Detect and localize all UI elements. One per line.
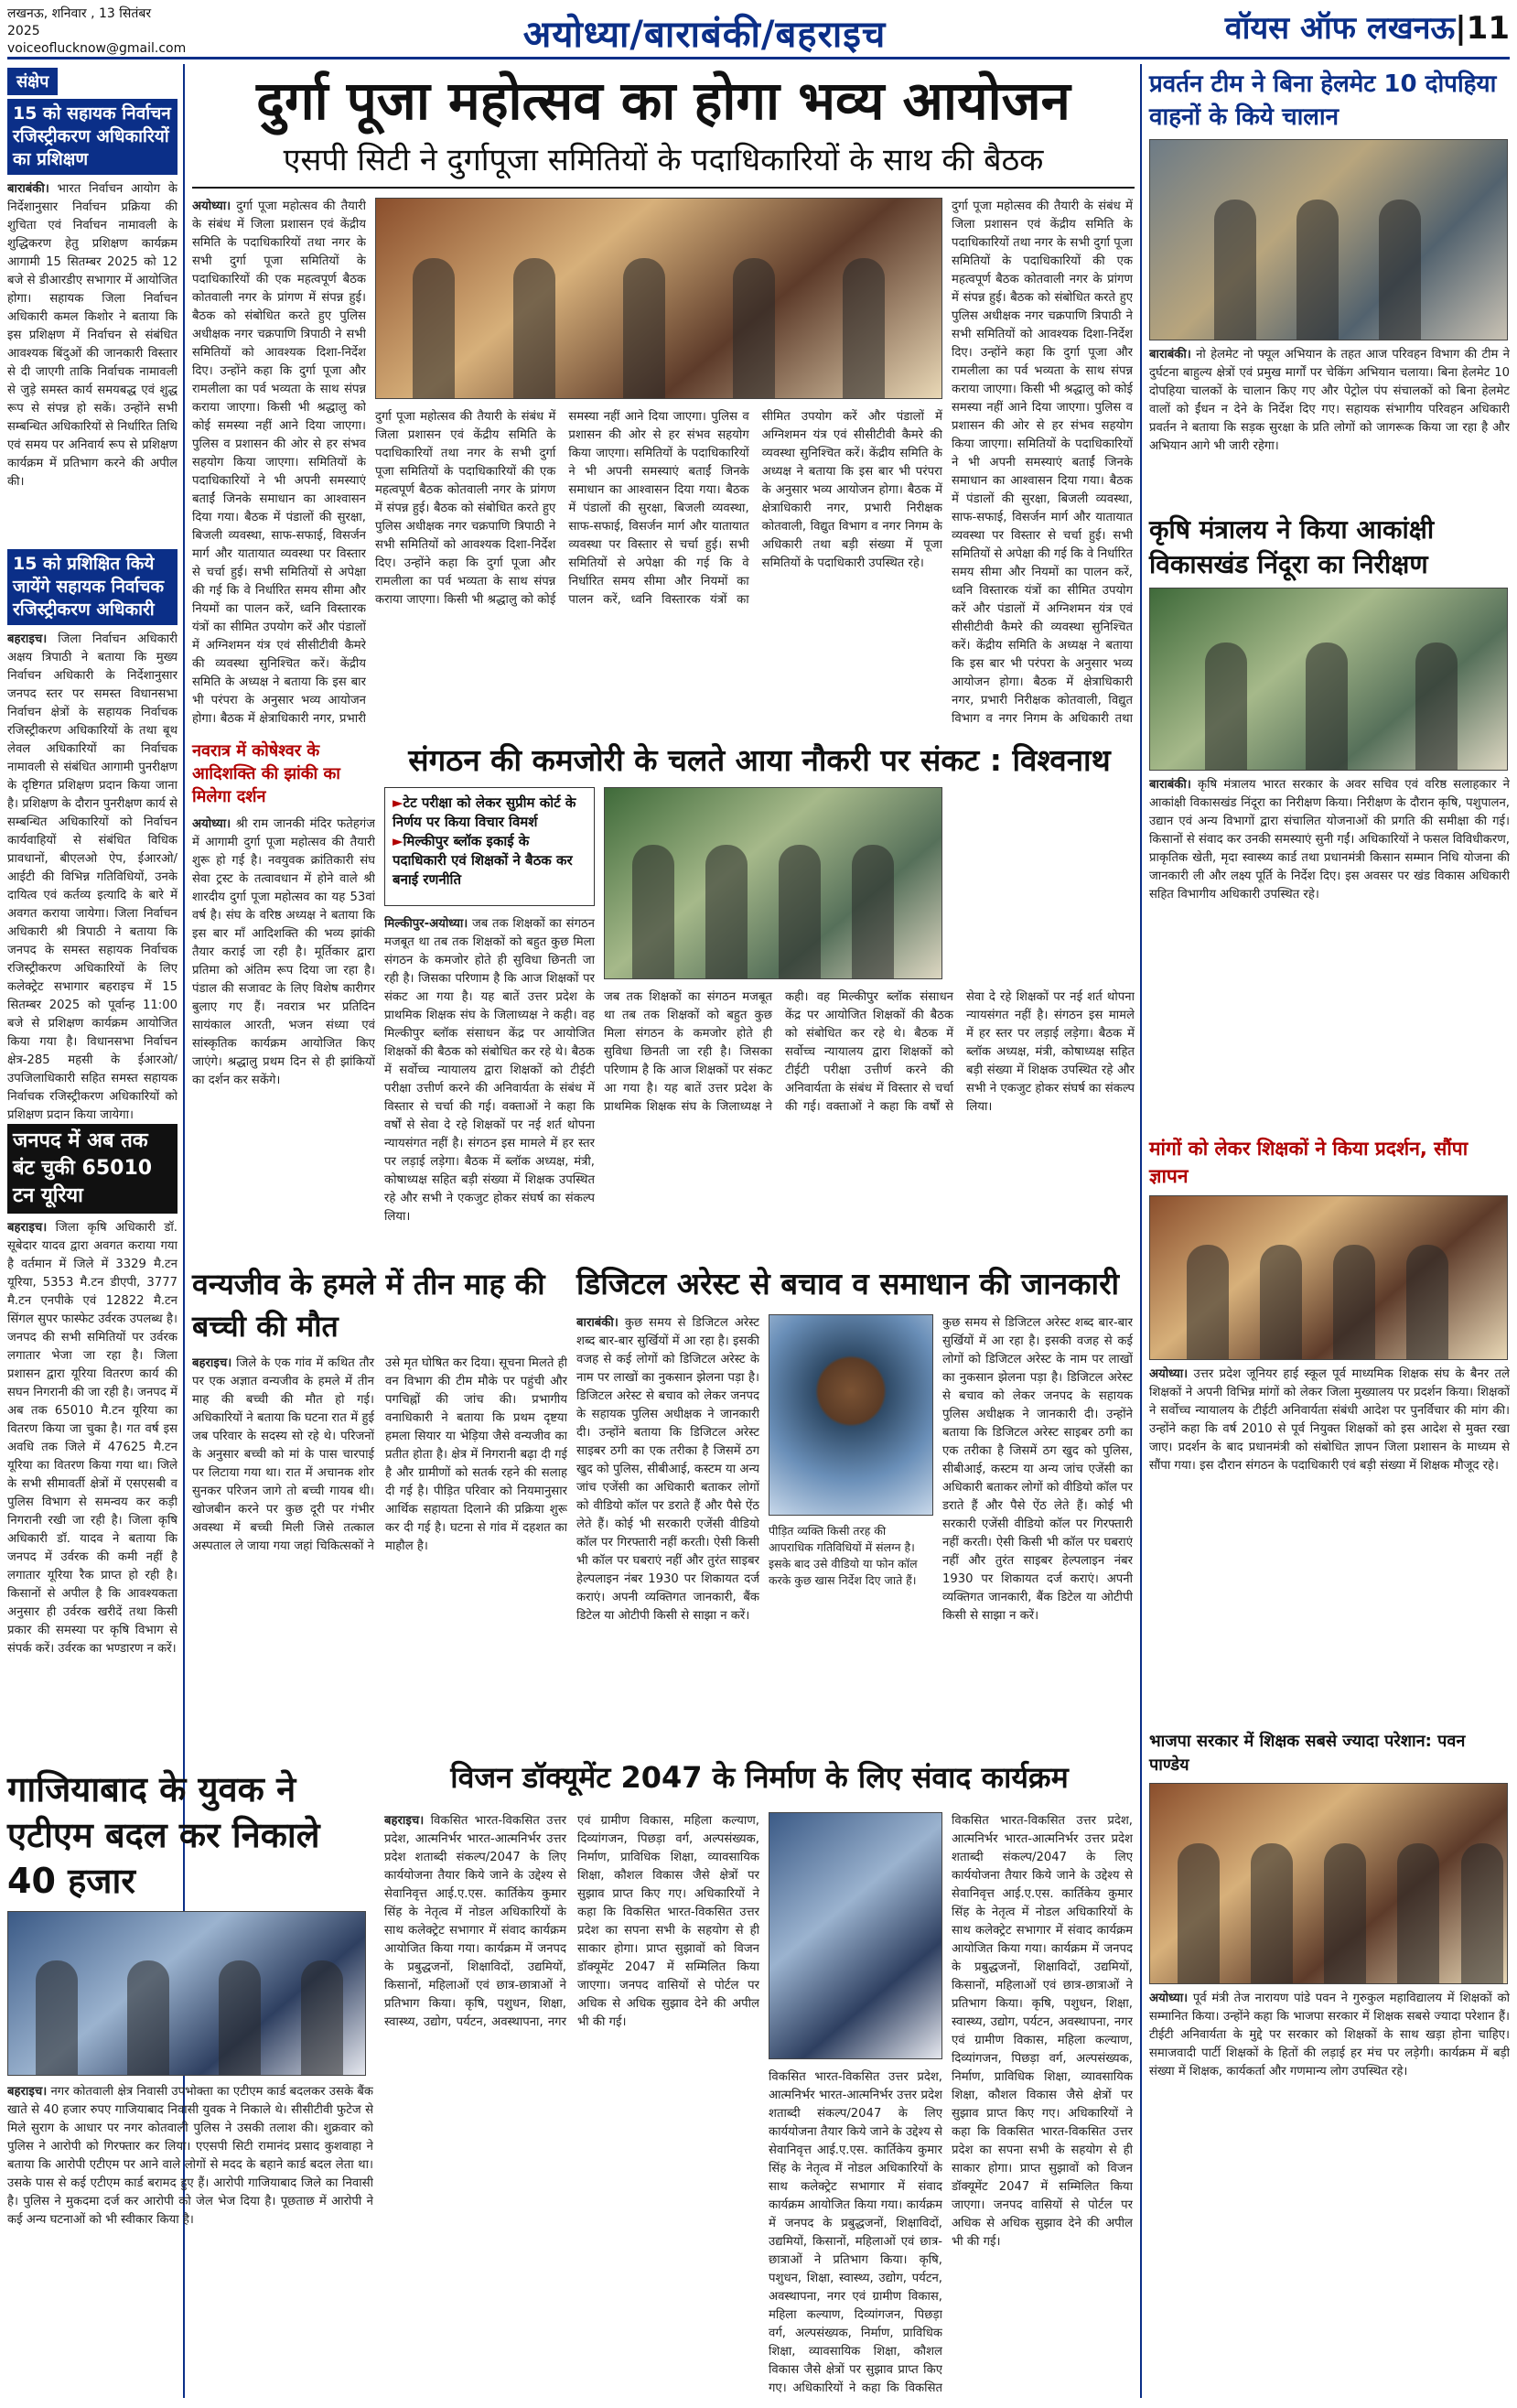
agri-text: कृषि मंत्रालय भारत सरकार के अवर सचिव एवं वरिष्ठ सलाहकार ने आकांक्षी विकासखंड निंदूरा का निरीक्षण किया। निरीक्षण के दौरान कृषि, पशुपालन, उद्यान एवं अन्य विभागों द्वारा संचालित योजनाओं की प्रगति की समीक्षा की गई। किसानों से संवाद कर उनकी समस्याएं सुनी गईं। अधिकारियों ने फसल विविधीकरण, प्राकृतिक खेती, मृदा स्वास्थ्य कार्ड तथा प्रधानमंत्री किसान सम्मान निधि योजना की जानकारी ली और लक्ष्य पूर्ति के निर्देश दिए। इस अवसर पर खंड विकास अधिकारी सहित विभागीय अधिकारी उपस्थित रहे। (1149, 778, 1510, 902)
helmet-body (1149, 346, 1510, 520)
lead-subhead: एसपी सिटी ने दुर्गापूजा समितियों के पदाधिकारियों के साथ की बैठक (283, 142, 1044, 178)
protest-dateline: अयोध्या। (1149, 1367, 1189, 1381)
helmet-photo (1149, 139, 1508, 340)
atm-dateline: बहराइच। (7, 2085, 48, 2099)
brief-text: जिला निर्वाचन अधिकारी अक्षय त्रिपाठी ने बताया कि मुख्य निर्वाचन अधिकारी के निर्देशानुसार जनपद स्तर पर समस्त विधानसभा निर्वाचन क्षेत्रों के सहायक निर्वाचक रजिस्ट्रीकरण अधिकारियों के तथा बूथ लेवल अधिकारियों का निर्वाचक नामावली से संबंधित आगामी पुनरीक्षण के दृष्टिगत प्रशिक्षण प्रदान किया जाना है। प्रशिक्षण के दौरान पुनरीक्षण कार्य से सम्बन्धित अधिकारियों को निर्वाचन कार्यवाहियों से संबंधित विधिक प्रावधानों, बीएलओ ऐप, ईआरओ/आईटी की विभिन्न गतिविधियों, उनके दायित्व एवं कर्तव्य इत्यादि के बारे में अवगत कराया जायेगा। जिला निर्वाचन अधिकारी श्री त्रिपाठी ने बताया कि जनपद के समस्त सहायक निर्वाचक रजिस्ट्रीकरण अधिकारियों के लिए कलेक्ट्रेट सभागार बहराइच में 15 सितम्बर 2025 को पूर्वान्ह 11:00 बजे से प्रशिक्षण कार्यक्रम आयोजित किया गया है। विधानसभा निर्वाचन क्षेत्र-285 महसी के ईआरओ/उपजिलाधिकारी सहित समस्त सहायक निर्वाचक रजिस्ट्रीकरण अधिकारियों को प्रशिक्षण प्रदान किया जायेगा। (7, 632, 178, 1122)
wildlife-headline: वन्यजीव के हमले में तीन माह की बच्ची की मौत (192, 1267, 545, 1344)
digital-dateline: बाराबंकी। (576, 1316, 619, 1330)
email-link[interactable]: voiceoflucknow@gmail.com (7, 41, 187, 56)
brief-dateline: बहराइच। (7, 1221, 48, 1235)
digital-text: कुछ समय से डिजिटल अरेस्ट शब्द बार-बार सुर्खियों में आ रहा है। इसकी वजह से कई लोगों को डिजिटल अरेस्ट के नाम पर लाखों का नुकसान झेलना पड़ा है। डिजिटल अरेस्ट से बचाव को लेकर जनपद के सहायक पुलिस अधीक्षक ने जानकारी दी। उन्होंने बताया कि डिजिटल अरेस्ट साइबर ठगी का एक तरीका है जिसमें ठग खुद को पुलिस, सीबीआई, कस्टम या अन्य जांच एजेंसी का अधिकारी बताकर लोगों को वीडियो कॉल पर डराते हैं और पैसे ऐंठ लेते हैं। कोई भी सरकारी एजेंसी वीडियो कॉल पर गिरफ्तारी नहीं करती। ऐसी किसी भी कॉल पर घबराएं नहीं और तुरंत साइबर हेल्पलाइन नंबर 1930 पर शिकायत दर्ज कराएं। अपनी व्यक्तिगत जानकारी, बैंक डिटेल या ओटीपी किसी से साझा न करें। (576, 1316, 759, 1623)
bjp-headline: भाजपा सरकार में शिक्षक सबसे ज्यादा परेशान: पवन पाण्डेय (1149, 1732, 1466, 1775)
teachers-text: जब तक शिक्षकों का संगठन मजबूत था तब तक शिक्षकों को बहुत कुछ मिला संगठन के कमजोर होते ही सुविधा छिनती जा रही है। जिसका परिणाम है कि आज शिक्षकों पर संकट आ गया है। यह बातें उत्तर प्रदेश के प्राथमिक शिक्षक संघ के जिलाध्यक्ष ने कही। वह मिल्कीपुर ब्लॉक संसाधन केंद्र पर आयोजित शिक्षकों की बैठक को संबोधित कर रहे थे। बैठक में सर्वोच्च न्यायालय द्वारा शिक्षकों को टीईटी परीक्षा उत्तीर्ण करने की अनिवार्यता के संबंध में विस्तार से चर्चा की गई। वक्ताओं ने कहा कि वर्षों से सेवा दे रहे शिक्षकों पर नई शर्त थोपना न्यायसंगत नहीं है। संगठन इस मामले में हर स्तर पर लड़ाई लड़ेगा। बैठक में ब्लॉक अध्यक्ष, मंत्री, कोषाध्यक्ष सहित बड़ी संख्या में शिक्षक उपस्थित रहे और सभी ने एकजुट होकर संघर्ष का संकल्प लिया। (384, 917, 595, 1224)
helmet-dateline: बाराबंकी। (1149, 348, 1191, 362)
brief-headline: जनपद में अब तक बंट चुकी 65010 टन यूरिया (7, 1124, 178, 1214)
protest-text: उत्तर प्रदेश जूनियर हाई स्कूल पूर्व माध्यमिक शिक्षक संघ के बैनर तले शिक्षकों ने अपनी विभिन्न मांगों को लेकर जिला मुख्यालय पर प्रदर्शन किया। शिक्षकों ने सर्वोच्च न्यायालय के टीईटी अनिवार्यता संबंधी आदेश पर पुनर्विचार की मांग की। उन्होंने कहा कि वर्ष 2010 से पूर्व नियुक्त शिक्षकों को इस आदेश से मुक्त रखा जाए। प्रदर्शन के बाद प्रधानमंत्री को संबोधित ज्ञापन जिला प्रशासन के माध्यम से सौंपा गया। इस दौरान संगठन के पदाधिकारी एवं बड़ी संख्या में शिक्षक मौजूद रहे। (1149, 1367, 1510, 1473)
brief-story-2 (7, 549, 178, 1143)
bjp-text: पूर्व मंत्री तेज नारायण पांडे पवन ने गुरुकुल महाविद्यालय में शिक्षकों को सम्मानित किया। उन्होंने कहा कि भाजपा सरकार में शिक्षक सबसे ज्यादा परेशान हैं। टीईटी अनिवार्यता के मुद्दे पर सरकार को शिक्षकों के साथ खड़ा होना चाहिए। समाजवादी पार्टी शिक्षकों के हितों की लड़ाई हर मंच पर लड़ेगी। कार्यक्रम में बड़ी संख्या में शिक्षक, कार्यकर्ता और गणमान्य लोग उपस्थित रहे। (1149, 1992, 1510, 2079)
helmet-story (1149, 68, 1510, 520)
officer-portrait (769, 1314, 933, 1516)
brief-headline: 15 को सहायक निर्वाचन रजिस्ट्रीकरण अधिकारियों का प्रशिक्षण (7, 99, 178, 175)
protest-body (1149, 1366, 1510, 1750)
masthead-date-block (7, 5, 187, 58)
agri-headline: कृषि मंत्रालय ने किया आकांक्षी विकासखंड निंदूरा का निरीक्षण (1149, 514, 1435, 579)
bjp-photo (1149, 1783, 1508, 1984)
brief-headline: 15 को प्रशिक्षित किये जायेंगे सहायक निर्वाचक रजिस्ट्रीकरण अधिकारी (7, 549, 178, 625)
digital-body (576, 1314, 759, 1744)
lead-photo (375, 198, 942, 399)
bjp-body (1149, 1990, 1510, 2408)
teachers-dateline: मिल्कीपुर-अयोध्या। (384, 917, 468, 931)
lead-body-cont: दुर्गा पूजा महोत्सव की तैयारी के संबंध में जिला प्रशासन एवं केंद्रीय समिति के पदाधिकारियों तथा नगर के सभी दुर्गा पूजा समितियों के पदाधिकारियों की एक महत्वपूर्ण बैठक कोतवाली नगर के प्रांगण में संपन्न हुई। बैठक को संबोधित करते हुए पुलिस अधीक्षक नगर चक्रपाणि त्रिपाठी ने सभी समितियों को आवश्यक दिशा-निर्देश दिए। उन्होंने कहा कि दुर्गा पूजा और रामलीला का पर्व भव्यता के साथ संपन्न कराया जाएगा। किसी भी श्रद्धालु को कोई समस्या नहीं आने दिया जाएगा। पुलिस व प्रशासन की ओर से हर संभव सहयोग किया जाएगा। समितियों के पदाधिकारियों ने भी अपनी समस्याएं बताईं जिनके समाधान का आश्वासन दिया गया। बैठक में पंडालों की सुरक्षा, बिजली व्यवस्था, साफ-सफाई, विसर्जन मार्ग और यातायात व्यवस्था पर विस्तार से चर्चा हुई। सभी समितियों से अपेक्षा की गई कि वे निर्धारित समय सीमा और नियमों का पालन करें, ध्वनि विस्तारक यंत्रों का सीमित उपयोग करें और पंडालों में अग्निशमन यंत्र एवं सीसीटीवी कैमरे की व्यवस्था सुनिश्चित करें। केंद्रीय समिति के अध्यक्ष ने बताया कि इस बार भी परंपरा के अनुसार भव्य आयोजन होगा। बैठक में क्षेत्राधिकारी नगर, प्रभारी निरीक्षक कोतवाली, विद्युत विभाग व नगर निगम के अधिकारी तथा बड़ी संख्या में पूजा समितियों के पदाधिकारी उपस्थित रहे। (375, 410, 942, 607)
date-line: लखनऊ, शनिवार , 13 सितंबर 2025 (7, 6, 152, 38)
helmet-headline: प्रवर्तन टीम ने बिना हेलमेट 10 दोपहिया वाहनों के किये चालान (1149, 70, 1497, 131)
brief-story-1 (7, 99, 178, 620)
teachers-photo (604, 787, 942, 979)
lead-rule (192, 187, 1135, 189)
bjp-dateline: अयोध्या। (1149, 1992, 1189, 2005)
protest-story (1149, 1135, 1510, 1750)
brief-dateline: बहराइच। (7, 632, 48, 646)
digital-headline: डिजिटल अरेस्ट से बचाव व समाधान की जानकारी (576, 1266, 1120, 1301)
vision-body-right: विकसित भारत-विकसित उत्तर प्रदेश, आत्मनिर्भर भारत-आत्मनिर्भर उत्तर प्रदेश शताब्दी संकल्प/2047 के लिए कार्ययोजना तैयार किये जाने के उद्देश्य से सेवानिवृत्त आई.ए.एस. कार्तिकेय कुमार सिंह के नेतृत्व में नोडल अधिकारियों के साथ कलेक्ट्रेट सभागार में संवाद कार्यक्रम आयोजित किया गया। कार्यक्रम में जनपद के प्रबुद्धजनों, शिक्षाविदों, उद्यमियों, किसानों, महिलाओं एवं छात्र-छात्राओं ने प्रतिभाग किया। कृषि, पशुधन, शिक्षा, स्वास्थ्य, उद्योग, पर्यटन, अवस्थापना, नगर एवं ग्रामीण विकास, महिला कल्याण, दिव्यांगजन, पिछड़ा वर्ग, अल्पसंख्यक, निर्माण, प्राविधिक शिक्षा, व्यावसायिक शिक्षा, कौशल विकास जैसे क्षेत्रों पर सुझाव प्राप्त किए गए। अधिकारियों ने कहा कि विकसित भारत-विकसित उत्तर प्रदेश का सपना सभी के सहयोग से ही साकार होगा। प्राप्त सुझावों को विजन डॉक्यूमेंट 2047 में सम्मिलित किया जाएगा। जनपद वासियों से पोर्टल पर अधिक से अधिक सुझाव देने की अपील भी की गई। (952, 1814, 1133, 2249)
atm-text: नगर कोतवाली क्षेत्र निवासी उपभोक्ता का एटीएम कार्ड बदलकर उसके बैंक खाते से 40 हजार रुपए गाजियाबाद निवासी युवक ने निकाले थे। सीसीटीवी फुटेज से मिले सुराग के आधार पर नगर कोतवाली पुलिस ने उसकी तलाश की। शुक्रवार को पुलिस ने आरोपी को गिरफ्तार कर लिया। एएसपी सिटी रामानंद प्रसाद कुशवाहा ने बताया कि आरोपी एटीएम पर आने वाले लोगों से मदद के बहाने कार्ड बदल लेता था। उसके पास से कई एटीएम कार्ड बरामद हुए हैं। आरोपी गाजियाबाद जिले का निवासी है। पुलिस ने मुकदमा दर्ज कर आरोपी को जेल भेज दिया है। पूछताछ में आरोपी ने कई अन्य घटनाओं को भी स्वीकार किया है। (7, 2085, 373, 2227)
wildlife-dateline: बहराइच। (192, 1356, 232, 1370)
navratri-text: श्री राम जानकी मंदिर फतेहगंज में आगामी दुर्गा पूजा महोत्सव की तैयारी शुरू हो गई है। नवयुवक क्रांतिकारी संघ सेवा ट्रस्ट के तत्वावधान में होने वाले श्री शारदीय दुर्गा पूजा महोत्सव का यह 53वां वर्ष है। संघ के वरिष्ठ अध्यक्ष ने बताया कि इस बार माँ आदिशक्ति की भव्य झांकी तैयार कराई जा रही है। मूर्तिकार द्वारा प्रतिमा को अंतिम रूप दिया जा रहा है। पंडाल की सजावट के लिए विशेष कारीगर बुलाए गए हैं। नवरात्र भर प्रतिदिन सायंकाल आरती, भजन संध्या एवं सांस्कृतिक कार्यक्रम आयोजित किए जाएंगे। श्रद्धालु प्रथम दिन से ही झांकियों का दर्शन कर सकेंगे। (192, 817, 375, 1087)
protest-headline: मांगों को लेकर शिक्षकों ने किया प्रदर्शन, सौंपा ज्ञापन (1149, 1138, 1469, 1187)
teachers-bullets (384, 787, 595, 906)
paper-name-text: वॉयस ऑफ लखनऊ (1224, 10, 1456, 47)
brief-dateline: बाराबंकी। (7, 182, 49, 196)
navratri-body (192, 815, 375, 1328)
navratri-dateline: अयोध्या। (192, 817, 231, 831)
teachers-body-cont: जब तक शिक्षकों का संगठन मजबूत था तब तक शिक्षकों को बहुत कुछ मिला संगठन के कमजोर होते ही सुविधा छिनती जा रही है। जिसका परिणाम है कि आज शिक्षकों पर संकट आ गया है। यह बातें उत्तर प्रदेश के प्राथमिक शिक्षक संघ के जिलाध्यक्ष ने कही। वह मिल्कीपुर ब्लॉक संसाधन केंद्र पर आयोजित शिक्षकों की बैठक को संबोधित कर रहे थे। बैठक में सर्वोच्च न्यायालय द्वारा शिक्षकों को टीईटी परीक्षा उत्तीर्ण करने की अनिवार्यता के संबंध में विस्तार से चर्चा की गई। वक्ताओं ने कहा कि वर्षों से सेवा दे रहे शिक्षकों पर नई शर्त थोपना न्यायसंगत नहीं है। संगठन इस मामले में हर स्तर पर लड़ाई लड़ेगा। बैठक में ब्लॉक अध्यक्ष, मंत्री, कोषाध्यक्ष सहित बड़ी संख्या में शिक्षक उपस्थित रहे और सभी ने एकजुट होकर संघर्ष का संकल्प लिया। (604, 990, 1135, 1114)
digital-body-cont: कुछ समय से डिजिटल अरेस्ट शब्द बार-बार सुर्खियों में आ रहा है। इसकी वजह से कई लोगों को डिजिटल अरेस्ट के नाम पर लाखों का नुकसान झेलना पड़ा है। डिजिटल अरेस्ट से बचाव को लेकर जनपद के सहायक पुलिस अधीक्षक ने जानकारी दी। उन्होंने बताया कि डिजिटल अरेस्ट साइबर ठगी का एक तरीका है जिसमें ठग खुद को पुलिस, सीबीआई, कस्टम या अन्य जांच एजेंसी का अधिकारी बताकर लोगों को वीडियो कॉल पर डराते हैं और पैसे ऐंठ लेते हैं। कोई भी सरकारी एजेंसी वीडियो कॉल पर गिरफ्तारी नहीं करती। ऐसी किसी भी कॉल पर घबराएं नहीं और तुरंत साइबर हेल्पलाइन नंबर 1930 पर शिकायत दर्ज कराएं। अपनी व्यक्तिगत जानकारी, बैंक डिटेल या ओटीपी किसी से साझा न करें। (942, 1316, 1133, 1623)
wildlife-body (192, 1355, 567, 1748)
teachers-bullet: ► मिल्कीपुर ब्लॉक इकाई के पदाधिकारी एवं शिक्षकों ने बैठक कर बनाई रणनीति (393, 832, 586, 890)
navratri-story (192, 740, 375, 1328)
vision-photo (769, 1812, 942, 2059)
vision-text: विकसित भारत-विकसित उत्तर प्रदेश, आत्मनिर्भर भारत-आत्मनिर्भर उत्तर प्रदेश शताब्दी संकल्प/2047 के लिए कार्ययोजना तैयार किये जाने के उद्देश्य से सेवानिवृत्त आई.ए.एस. कार्तिकेय कुमार सिंह के नेतृत्व में नोडल अधिकारियों के साथ कलेक्ट्रेट सभागार में संवाद कार्यक्रम आयोजित किया गया। कार्यक्रम में जनपद के प्रबुद्धजनों, शिक्षाविदों, उद्यमियों, किसानों, महिलाओं एवं छात्र-छात्राओं ने प्रतिभाग किया। कृषि, पशुधन, शिक्षा, स्वास्थ्य, उद्योग, पर्यटन, अवस्थापना, नगर एवं ग्रामीण विकास, महिला कल्याण, दिव्यांगजन, पिछड़ा वर्ग, अल्पसंख्यक, निर्माण, प्राविधिक शिक्षा, व्यावसायिक शिक्षा, कौशल विकास जैसे क्षेत्रों पर सुझाव प्राप्त किए गए। अधिकारियों ने कहा कि विकसित भारत-विकसित उत्तर प्रदेश का सपना सभी के सहयोग से ही साकार होगा। प्राप्त सुझावों को विजन डॉक्यूमेंट 2047 में सम्मिलित किया जाएगा। जनपद वासियों से पोर्टल पर अधिक से अधिक सुझाव देने की अपील भी की गई। (384, 1814, 759, 2029)
section-title: अयोध्या/बाराबंकी/बहराइच (522, 14, 887, 56)
agri-dateline: बाराबंकी। (1149, 778, 1191, 792)
teachers-bullet: ► टेट परीक्षा को लेकर सुप्रीम कोर्ट के निर्णय पर किया विचार विमर्श (393, 794, 586, 832)
agri-photo (1149, 588, 1508, 771)
digital-caption: पीड़ित व्यक्ति किसी तरह की आपराधिक गतिविधियों में संलग्न है। इसके बाद उसे वीडियो या फोन कॉल करके कुछ खास निर्देश दिए जाते हैं। (769, 1524, 918, 1587)
lead-body-right: दुर्गा पूजा महोत्सव की तैयारी के संबंध में जिला प्रशासन एवं केंद्रीय समिति के पदाधिकारियों तथा नगर के सभी दुर्गा पूजा समितियों के पदाधिकारियों की एक महत्वपूर्ण बैठक कोतवाली नगर के प्रांगण में संपन्न हुई। बैठक को संबोधित करते हुए पुलिस अधीक्षक नगर चक्रपाणि त्रिपाठी ने सभी समितियों को आवश्यक दिशा-निर्देश दिए। उन्होंने कहा कि दुर्गा पूजा और रामलीला का पर्व भव्यता के साथ संपन्न कराया जाएगा। किसी भी श्रद्धालु को कोई समस्या नहीं आने दिया जाएगा। पुलिस व प्रशासन की ओर से हर संभव सहयोग किया जाएगा। समितियों के पदाधिकारियों ने भी अपनी समस्याएं बताईं जिनके समाधान का आश्वासन दिया गया। बैठक में पंडालों की सुरक्षा, बिजली व्यवस्था, साफ-सफाई, विसर्जन मार्ग और यातायात व्यवस्था पर विस्तार से चर्चा हुई। सभी समितियों से अपेक्षा की गई कि वे निर्धारित समय सीमा और नियमों का पालन करें, ध्वनि विस्तारक यंत्रों का सीमित उपयोग करें और पंडालों में अग्निशमन यंत्र एवं सीसीटीवी कैमरे की व्यवस्था सुनिश्चित करें। केंद्रीय समिति के अध्यक्ष ने बताया कि इस बार भी परंपरा के अनुसार भव्य आयोजन होगा। बैठक में क्षेत्राधिकारी नगर, प्रभारी निरीक्षक कोतवाली, विद्युत विभाग व नगर निगम के अधिकारी तथा (952, 200, 1133, 726)
protest-photo (1149, 1195, 1508, 1360)
teachers-body (384, 915, 595, 1254)
masthead-rule (7, 57, 1510, 59)
vision-body-mid: विकसित भारत-विकसित उत्तर प्रदेश, आत्मनिर्भर भारत-आत्मनिर्भर उत्तर प्रदेश शताब्दी संकल्प/2047 के लिए कार्ययोजना तैयार किये जाने के उद्देश्य से सेवानिवृत्त आई.ए.एस. कार्तिकेय कुमार सिंह के नेतृत्व में नोडल अधिकारियों के साथ कलेक्ट्रेट सभागार में संवाद कार्यक्रम आयोजित किया गया। कार्यक्रम में जनपद के प्रबुद्धजनों, शिक्षाविदों, उद्यमियों, किसानों, महिलाओं एवं छात्र-छात्राओं ने प्रतिभाग किया। कृषि, पशुधन, शिक्षा, स्वास्थ्य, उद्योग, पर्यटन, अवस्थापना, नगर एवं ग्रामीण विकास, महिला कल्याण, दिव्यांगजन, पिछड़ा वर्ग, अल्पसंख्यक, निर्माण, प्राविधिक शिक्षा, व्यावसायिक शिक्षा, कौशल विकास जैसे क्षेत्रों पर सुझाव प्राप्त किए गए। अधिकारियों ने कहा कि विकसित (769, 2070, 942, 2395)
column-divider (1140, 64, 1142, 2398)
brief-story-3 (7, 1124, 178, 1787)
brief-text: भारत निर्वाचन आयोग के निर्देशानुसार निर्वाचन प्रक्रिया की शुचिता एवं निर्वाचन नामावली के शुद्धिकरण हेतु प्रशिक्षण कार्यक्रम आगामी 15 सितम्बर 2025 को 12 बजे से डीआरडीए सभागार में आयोजित होगा। सहायक जिला निर्वाचन अधिकारी कमल किशोर ने बताया कि इस प्रशिक्षण में निर्वाचन से संबंधित आवश्यक बिंदुओं की जानकारी विस्तार से दी जाएगी ताकि निर्वाचक नामावली से जुड़े समस्त कार्य समयबद्ध एवं शुद्ध रूप से संपन्न हो सकें। उन्होंने सभी सम्बन्धित अधिकारियों से निर्धारित तिथि एवं समय पर अनिवार्य रूप से प्रशिक्षण कार्यक्रम में प्रतिभाग करने की अपील की। (7, 182, 178, 489)
lead-body (192, 198, 366, 729)
wildlife-text: जिले के एक गांव में कथित तौर पर एक अज्ञात वन्यजीव के हमले में तीन माह की बच्ची की मौत हो गई। अधिकारियों ने बताया कि घटना रात में हुई जब परिवार के सदस्य सो रहे थे। परिजनों के अनुसार बच्ची को मां के पास चारपाई पर लिटाया गया था। रात में अचानक शोर सुनकर परिजन जागे तो बच्ची गायब थी। खोजबीन करने पर कुछ दूरी पर गंभीर अवस्था में बच्ची मिली जिसे तत्काल अस्पताल ले जाया गया जहां चिकित्सकों ने उसे मृत घोषित कर दिया। सूचना मिलते ही वन विभाग की टीम मौके पर पहुंची और पगचिह्नों की जांच की। प्रभागीय वनाधिकारी ने बताया कि प्रथम दृष्टया हमला सियार या भेड़िया जैसे वन्यजीव का प्रतीत होता है। क्षेत्र में निगरानी बढ़ा दी गई है और ग्रामीणों को सतर्क रहने की सलाह दी गई है। पीड़ित परिवार को नियमानुसार आर्थिक सहायता दिलाने की प्रक्रिया शुरू कर दी गई है। घटना से गांव में दहशत का माहौल है। (192, 1356, 567, 1553)
page-number: 11 (1466, 10, 1510, 47)
briefs-tag: संक्षेप (7, 68, 58, 95)
navratri-headline: नवरात्र में कोषेश्वर के आदिशक्ति की झांकी का मिलेगा दर्शन (192, 741, 340, 806)
lead-dateline: अयोध्या। (192, 200, 231, 213)
agri-body (1149, 776, 1510, 1133)
brief-body (7, 1219, 178, 1787)
page-number-sep: | (1455, 10, 1467, 47)
atm-body (7, 2083, 373, 2408)
teachers-headline: संगठन की कमजोरी के चलते आया नौकरी पर संकट : विश्वनाथ (408, 742, 1111, 778)
brief-text: जिला कृषि अधिकारी डॉ. सूबेदार यादव द्वारा अवगत कराया गया है वर्तमान में जिले में 3329 मै.टन यूरिया, 5353 मै.टन डीएपी, 3777 मै.टन एनपीके एवं 12822 मै.टन सिंगल सुपर फास्फेट उर्वरक उपलब्ध है। जनपद की सभी समितियों पर उर्वरक लगातार भेजा जा रहा है। जिला प्रशासन द्वारा यूरिया वितरण कार्य की सघन निगरानी की जा रही है। जनपद में अब तक 65010 मै.टन यूरिया का वितरण किया जा चुका है। गत वर्ष इस अवधि तक जिले में 47625 मै.टन यूरिया का वितरण किया गया था। जिले के सभी सीमावर्ती क्षेत्रों में एसएसबी व पुलिस विभाग से समन्वय कर कड़ी निगरानी रखी जा रही है। जिला कृषि अधिकारी डॉ. यादव ने बताया कि जनपद में उर्वरक की कमी नहीं है लगातार यूरिया रैक प्राप्त हो रही है। किसानों से अपील है कि आवश्यकता अनुसार ही उर्वरक खरीदें तथा किसी प्रकार की समस्या पर कृषि विभाग से संपर्क करें। उर्वरक का भण्डारण न करें। (7, 1221, 178, 1656)
agri-story (1149, 513, 1510, 1133)
lead-headline: दुर्गा पूजा महोत्सव का होगा भव्य आयोजन (256, 70, 1071, 132)
atm-photo (7, 1911, 366, 2076)
bjp-story (1149, 1730, 1510, 2408)
paper-name (1225, 5, 1510, 48)
vision-dateline: बहराइच। (384, 1814, 425, 1828)
brief-body (7, 631, 178, 1143)
lead-text: दुर्गा पूजा महोत्सव की तैयारी के संबंध में जिला प्रशासन एवं केंद्रीय समिति के पदाधिकारियों तथा नगर के सभी दुर्गा पूजा समितियों के पदाधिकारियों की एक महत्वपूर्ण बैठक कोतवाली नगर के प्रांगण में संपन्न हुई। बैठक को संबोधित करते हुए पुलिस अधीक्षक नगर चक्रपाणि त्रिपाठी ने सभी समितियों को आवश्यक दिशा-निर्देश दिए। उन्होंने कहा कि दुर्गा पूजा और रामलीला का पर्व भव्यता के साथ संपन्न कराया जाएगा। किसी भी श्रद्धालु को कोई समस्या नहीं आने दिया जाएगा। पुलिस व प्रशासन की ओर से हर संभव सहयोग किया जाएगा। समितियों के पदाधिकारियों ने भी अपनी समस्याएं बताईं जिनके समाधान का आश्वासन दिया गया। बैठक में पंडालों की सुरक्षा, बिजली व्यवस्था, साफ-सफाई, विसर्जन मार्ग और यातायात व्यवस्था पर विस्तार से चर्चा हुई। सभी समितियों से अपेक्षा की गई कि वे निर्धारित समय सीमा और नियमों का पालन करें, ध्वनि विस्तारक यंत्रों का सीमित उपयोग करें और पंडालों में अग्निशमन यंत्र एवं सीसीटीवी कैमरे की व्यवस्था सुनिश्चित करें। केंद्रीय समिति के अध्यक्ष ने बताया कि इस बार भी परंपरा के अनुसार भव्य आयोजन होगा। बैठक में क्षेत्राधिकारी नगर, प्रभारी (192, 200, 366, 726)
atm-headline: गाजियाबाद के युवक ने एटीएम बदल कर निकाले 40 हजार (7, 1769, 320, 1901)
vision-body (384, 1812, 759, 2398)
atm-story (7, 1766, 373, 2408)
vision-headline: विजन डॉक्यूमेंट 2047 के निर्माण के लिए संवाद कार्यक्रम (450, 1760, 1069, 1795)
helmet-text: नो हेलमेट नो फ्यूल अभियान के तहत आज परिवहन विभाग की टीम ने दुर्घटना बाहुल्य क्षेत्रों एवं प्रमुख मार्गों पर चेकिंग अभियान चलाया। बिना हेलमेट 10 दोपहिया चालकों के चालान किए गए और पेट्रोल पंप संचालकों को बिना हेलमेट वालों को ईंधन न देने के निर्देश दिए गए। सहायक संभागीय परिवहन अधिकारी प्रवर्तन ने बताया कि सड़क सुरक्षा के प्रति लोगों को जागरूक किया जा रहा है और अभियान आगे भी जारी रहेगा। (1149, 348, 1510, 453)
